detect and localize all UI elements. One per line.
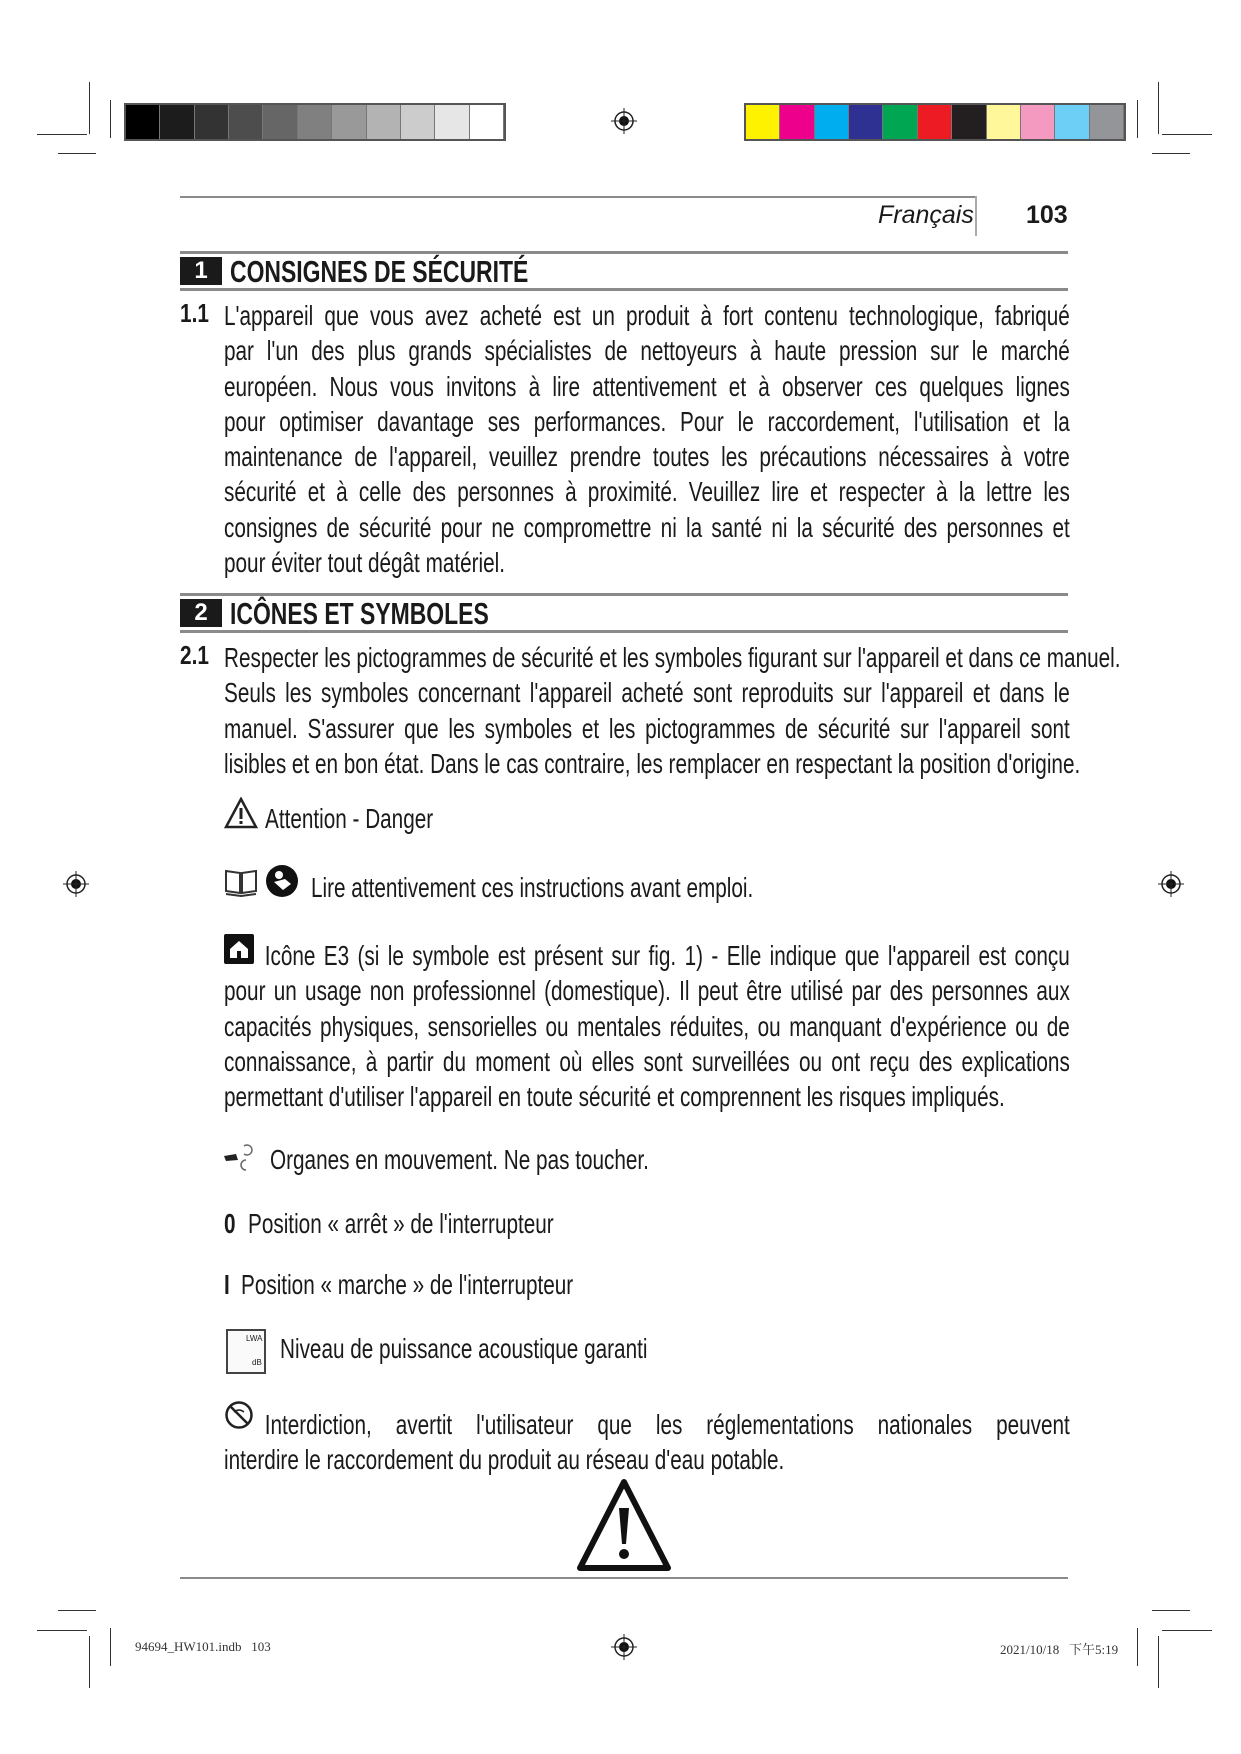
color-swatch — [298, 105, 332, 139]
subsection-number: 2.1 — [180, 640, 209, 670]
registration-mark-icon — [1158, 871, 1184, 897]
crop-mark — [1137, 100, 1138, 138]
text-line: interdire le raccordement du produit au réseau d'eau potable. — [224, 1444, 785, 1476]
switch-off-label: Position « arrêt » de l'interrupteur — [248, 1208, 554, 1239]
text-line: connaissance, à partir du moment où elles sont surveillées ou ont reçu des explications — [224, 1045, 1070, 1077]
crop-mark — [89, 1636, 90, 1688]
text-line: européen. Nous vous invitons à lire attentivement et à observer ces quelques lignes — [224, 370, 1070, 402]
e3-description — [224, 938, 1070, 1114]
section-number: 2 — [180, 599, 222, 627]
crop-mark — [110, 100, 111, 138]
moving-parts-icon — [222, 1142, 256, 1176]
crop-mark — [37, 1630, 87, 1631]
text-line: Icône E3 (si le symbole est présent sur fig. 1) - Elle indique que l'appareil est conçu — [264, 940, 1070, 971]
crop-mark — [1162, 134, 1212, 135]
sound-power-icon-text: LWA — [246, 1334, 263, 1343]
sound-power-label: Niveau de puissance acoustique garanti — [280, 1333, 648, 1364]
header-divider — [975, 196, 977, 236]
crop-mark — [1152, 1610, 1190, 1611]
color-swatch — [195, 105, 229, 139]
crop-mark — [110, 1628, 111, 1666]
large-warning-triangle-icon — [576, 1478, 672, 1572]
section-number: 1 — [180, 257, 222, 285]
attention-label: Attention - Danger — [265, 803, 434, 834]
warning-triangle-icon — [224, 797, 258, 829]
text-line: capacités physiques, sensorielles ou mentales réduites, ou manquant d'expérience ou de — [224, 1010, 1070, 1042]
section-title: CONSIGNES DE SÉCURITÉ — [230, 254, 529, 289]
text-line: pour un usage non professionnel (domestique). Il peut être utilisé par des personnes aux — [224, 975, 1070, 1007]
color-swatch — [952, 105, 986, 139]
color-swatch — [470, 105, 504, 139]
switch-off-symbol: 0 — [224, 1208, 236, 1239]
prohibition-description — [224, 1407, 1070, 1478]
switch-on-label: Position « marche » de l'interrupteur — [241, 1269, 574, 1300]
footer-file-info: 94694_HW101.indb 103 — [135, 1639, 271, 1654]
text-line: Interdiction, avertit l'utilisateur que les réglementations nationales peuvent — [264, 1409, 1070, 1440]
section-heading-2 — [180, 593, 1068, 633]
paragraph-1-1 — [224, 298, 1070, 580]
text-line: maintenance de l'appareil, veuillez prendre toutes les précautions nécessaires à votre — [224, 441, 1070, 473]
moving-parts-label: Organes en mouvement. Ne pas toucher. — [270, 1144, 649, 1175]
sound-power-icon-unit: dB — [252, 1358, 262, 1367]
text-line: L'appareil que vous avez acheté est un produit à fort contenu technologique, fabriqué — [224, 300, 1070, 331]
section-heading-1 — [180, 251, 1068, 291]
text-line: manuel. S'assurer que les symboles et les pictogrammes de sécurité sur l'appareil sont — [224, 712, 1070, 744]
subsection-number: 1.1 — [180, 298, 209, 328]
sound-power-icon — [226, 1329, 266, 1374]
crop-mark — [58, 153, 96, 154]
text-line: consignes de sécurité pour ne compromettre ni la santé ni la sécurité des personnes et — [224, 511, 1070, 543]
paragraph-2-1 — [224, 640, 1121, 781]
header-rule — [180, 196, 976, 198]
section-title: ICÔNES ET SYMBOLES — [230, 596, 489, 631]
registration-mark-icon — [611, 1634, 637, 1660]
color-swatch — [229, 105, 263, 139]
text-line: pour éviter tout dégât matériel. — [224, 547, 506, 579]
color-swatch — [367, 105, 401, 139]
footer-rule — [180, 1577, 1068, 1579]
color-swatch — [401, 105, 435, 139]
text-line: par l'un des plus grands spécialistes de nettoyeurs à haute pression sur le marché — [224, 335, 1070, 367]
page-number: 103 — [1026, 201, 1068, 229]
text-line: permettant d'utiliser l'appareil en toute sécurité et comprennent les risques impliqués. — [224, 1081, 1005, 1113]
color-swatch — [815, 105, 849, 139]
footer-datetime: 2021/10/18 下午5:19 — [1000, 1642, 1119, 1657]
color-swatch — [883, 105, 917, 139]
read-instructions-icon — [265, 864, 299, 898]
registration-mark-icon — [63, 871, 89, 897]
grayscale-color-bar — [124, 103, 506, 141]
crop-mark — [37, 134, 87, 135]
color-swatch — [332, 105, 366, 139]
color-swatch — [849, 105, 883, 139]
switch-on-symbol: I — [224, 1269, 230, 1300]
registration-mark-icon — [611, 108, 637, 134]
color-swatch — [1021, 105, 1055, 139]
color-swatch — [1090, 105, 1124, 139]
color-swatch — [918, 105, 952, 139]
color-swatch — [126, 105, 160, 139]
text-line: sécurité et à celle des personnes à proximité. Veuillez lire et respecter à la lettre les — [224, 476, 1070, 508]
color-swatch — [746, 105, 780, 139]
color-swatch — [435, 105, 469, 139]
color-swatch — [780, 105, 814, 139]
crop-mark — [1137, 1628, 1138, 1666]
color-swatch — [987, 105, 1021, 139]
text-line: Respecter les pictogrammes de sécurité et les symboles figurant sur l'appareil et dans ce manuel. — [224, 642, 1121, 673]
crop-mark — [89, 82, 90, 134]
read-instructions-label: Lire attentivement ces instructions avant emploi. — [311, 872, 754, 903]
crop-mark — [1158, 82, 1159, 134]
crop-mark — [58, 1610, 96, 1611]
text-line: lisibles et en bon état. Dans le cas contraire, les remplacer en respectant la position d'origine. — [224, 747, 1081, 779]
text-line: Seuls les symboles concernant l'appareil acheté sont reproduits sur l'appareil et dans le — [224, 677, 1070, 709]
manual-book-icon — [224, 867, 258, 897]
text-line: pour optimiser davantage ses performances. Pour le raccordement, l'utilisation et la — [224, 405, 1070, 437]
color-swatch — [160, 105, 194, 139]
crop-mark — [1158, 1636, 1159, 1688]
crop-mark — [1162, 1630, 1212, 1631]
process-color-bar — [744, 103, 1126, 141]
color-swatch — [1055, 105, 1089, 139]
language-label: Français — [878, 201, 974, 229]
color-swatch — [263, 105, 297, 139]
crop-mark — [1152, 153, 1190, 154]
